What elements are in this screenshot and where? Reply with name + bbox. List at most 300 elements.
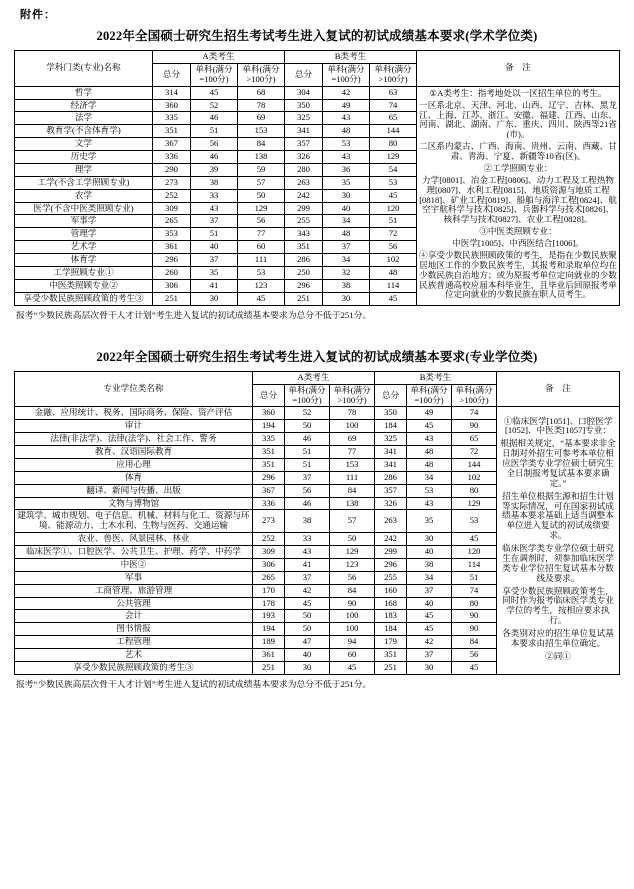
row-subject-name: 建筑学、城市规划、电子信息、机械、材料与化工、资源与环境、能源动力、土木水利、生物与医药、交通运输 [15,510,253,533]
cell-b-s100p: 45 [370,292,417,305]
cell-a-s100p: 84 [330,584,375,597]
cell-a-total: 367 [153,138,191,151]
header-group-a: A类考生 [153,51,285,64]
cell-a-total: 336 [253,497,285,510]
cell-b-s100: 35 [323,176,370,189]
cell-b-s100p: 74 [370,99,417,112]
table-row [15,407,620,420]
row-subject-name: 理学 [15,163,153,176]
cell-a-s100: 50 [285,623,330,636]
section2-title: 2022年全国硕士研究生招生考试考生进入复试的初试成绩基本要求(专业学位类) [96,349,538,364]
cell-a-s100p: 84 [330,484,375,497]
section1-footnote: 报考“少数民族高层次骨干人才计划”考生进入复试的初试成绩基本要求为总分不低于251分。 [16,309,372,320]
row-subject-name: 教育、汉语国际教育 [15,446,253,459]
cell-b-total: 351 [285,241,323,254]
cell-a-total: 193 [253,610,285,623]
cell-a-total: 260 [153,266,191,279]
cell-a-s100: 30 [191,292,238,305]
cell-a-total: 367 [253,484,285,497]
remark-paragraph: 根据相关规定，“基本要求非全日制对外招生可参考本单位相应医学类专业学位硕士研究生全日制报考复试基本要求确定。” [500,438,616,488]
cell-b-s100: 43 [407,433,452,446]
cell-b-total: 325 [375,433,407,446]
cell-a-s100p: 68 [238,86,285,99]
cell-a-s100p: 138 [238,151,285,164]
cell-a-total: 309 [153,202,191,215]
remark-paragraph: 享受少数民族照顾政策考生，同时作为报考临床医学类专业学位的考生，按相应要求执行。 [502,585,614,626]
row-subject-name: 图书情报 [15,623,253,636]
cell-a-s100: 45 [285,597,330,610]
cell-a-total: 296 [153,254,191,267]
cell-b-s100p: 72 [370,228,417,241]
cell-a-s100p: 94 [330,636,375,649]
cell-b-s100p: 53 [452,510,497,533]
cell-a-total: 335 [153,112,191,125]
cell-a-s100: 41 [285,558,330,571]
cell-b-s100: 30 [407,661,452,674]
row-subject-name: 临床医学①、口腔医学、公共卫生、护理、药学、中药学 [15,546,253,559]
cell-b-s100p: 65 [452,433,497,446]
cell-b-s100: 48 [407,458,452,471]
row-subject-name: 审计 [15,420,253,433]
cell-b-s100p: 129 [452,497,497,510]
row-subject-name: 法学 [15,112,153,125]
cell-a-total: 360 [153,99,191,112]
row-subject-name: 哲学 [15,86,153,99]
cell-a-total: 194 [253,420,285,433]
cell-b-total: 341 [375,458,407,471]
cell-b-s100p: 80 [452,597,497,610]
cell-a-s100p: 53 [238,266,285,279]
row-subject-name: 中医② [15,558,253,571]
cell-b-s100p: 63 [370,86,417,99]
header-b-single100: 单科(满分=100分) [323,63,370,86]
cell-b-total: 350 [375,407,407,420]
remark-cell [417,86,620,305]
cell-a-s100: 50 [285,420,330,433]
row-subject-name: 会计 [15,610,253,623]
cell-a-total: 361 [153,241,191,254]
header2-remark: 备 注 [497,371,620,407]
cell-b-total: 341 [285,125,323,138]
cell-a-s100: 52 [191,99,238,112]
cell-a-s100: 30 [285,661,330,674]
row-subject-name: 中医类照顾专业② [15,279,153,292]
cell-a-s100p: 57 [330,510,375,533]
cell-a-s100: 47 [285,636,330,649]
row-subject-name: 军事学 [15,215,153,228]
cell-a-s100: 52 [285,407,330,420]
cell-b-total: 296 [285,279,323,292]
cell-a-s100p: 78 [238,99,285,112]
cell-a-total: 252 [153,189,191,202]
cell-a-s100p: 153 [330,458,375,471]
row-subject-name: 工学照顾专业① [15,266,153,279]
cell-b-total: 242 [285,189,323,202]
remark-paragraph: 一区系北京、天津、河北、山西、辽宁、吉林、黑龙江、上海、江苏、浙江、安徽、福建、江西、山东、河南、湖北、湖南、广东、重庆、四川、陕西等21省(市)。 [419,99,617,140]
cell-b-total: 242 [375,533,407,546]
row-subject-name: 体育学 [15,254,153,267]
header-a-single-over100: 单科(满分>100分) [238,63,285,86]
cell-b-s100: 49 [323,99,370,112]
cell-a-s100p: 56 [238,215,285,228]
cell-b-s100: 45 [407,623,452,636]
row-subject-name: 艺术 [15,649,253,662]
row-subject-name: 工学(不含工学照顾专业) [15,176,153,189]
row-subject-name: 文物与博物馆 [15,497,253,510]
cell-b-total: 299 [375,546,407,559]
cell-b-s100p: 144 [370,125,417,138]
cell-a-s100p: 59 [238,163,285,176]
row-subject-name: 历史学 [15,151,153,164]
cell-b-s100p: 51 [452,571,497,584]
cell-a-s100p: 77 [238,228,285,241]
header2-a-single-over100: 单科(满分>100分) [330,384,375,407]
row-subject-name: 工商管理、旅游管理 [15,584,253,597]
header2-subject: 专业学位类名称 [15,371,253,407]
cell-a-s100p: 153 [238,125,285,138]
row-subject-name: 医学(不含中医类照顾专业) [15,202,153,215]
cell-a-s100p: 111 [238,254,285,267]
cell-a-s100: 46 [191,112,238,125]
cell-b-total: 184 [375,420,407,433]
cell-b-total: 263 [285,176,323,189]
cell-a-s100: 50 [285,610,330,623]
cell-a-total: 351 [253,446,285,459]
cell-b-s100: 34 [323,215,370,228]
cell-a-s100: 35 [191,266,238,279]
header-b-total: 总分 [285,63,323,86]
cell-b-s100: 40 [407,546,452,559]
cell-b-s100: 34 [407,471,452,484]
cell-a-s100p: 56 [330,571,375,584]
cell-a-total: 314 [153,86,191,99]
cell-b-s100p: 48 [370,266,417,279]
cell-b-s100: 37 [407,649,452,662]
cell-a-s100p: 100 [330,420,375,433]
row-subject-name: 享受少数民族照顾政策的考生③ [15,661,253,674]
cell-a-total: 361 [253,649,285,662]
remark-paragraph: 各类别对应的招生单位复试基本要求由招生单位确定。 [502,628,614,648]
cell-b-s100: 43 [323,112,370,125]
cell-b-s100p: 102 [370,254,417,267]
cell-a-s100p: 123 [238,279,285,292]
cell-b-s100p: 80 [452,484,497,497]
cell-b-total: 341 [375,446,407,459]
remark-paragraph: ①临床医学[1051]、口腔医学[1052]、中医类[1057]专业： [503,415,613,436]
remark-paragraph: ②工学照顾专业： [483,162,553,173]
cell-a-s100p: 100 [330,610,375,623]
row-subject-name: 教育学(不含体育学) [15,125,153,138]
cell-a-s100p: 84 [238,138,285,151]
row-subject-name: 管理学 [15,228,153,241]
cell-b-s100p: 53 [370,176,417,189]
row-subject-name: 享受少数民族照顾政策的考生③ [15,292,153,305]
cell-b-s100p: 90 [452,610,497,623]
header-group-b: B类考生 [285,51,417,64]
header-b-single-over100: 单科(满分>100分) [370,63,417,86]
cell-b-total: 299 [285,202,323,215]
cell-a-s100: 40 [285,649,330,662]
cell-a-s100p: 60 [330,649,375,662]
cell-b-s100: 30 [323,189,370,202]
cell-b-s100: 37 [407,584,452,597]
section2-footnote: 报考“少数民族高层次骨干人才计划”考生进入复试的初试成绩基本要求为总分不低于251分。 [16,678,372,689]
cell-a-s100p: 100 [330,623,375,636]
row-subject-name: 法律(非法学)、法律(法学)、社会工作、警务 [15,433,253,446]
cell-a-s100p: 138 [330,497,375,510]
cell-b-s100: 48 [407,446,452,459]
header-remark: 备 注 [417,51,620,87]
cell-b-s100p: 45 [452,661,497,674]
cell-b-s100p: 114 [370,279,417,292]
cell-b-s100: 36 [323,163,370,176]
cell-a-s100p: 123 [330,558,375,571]
cell-b-total: 263 [375,510,407,533]
cell-b-s100: 34 [407,571,452,584]
cell-b-s100: 45 [407,420,452,433]
row-subject-name: 应用心理 [15,458,253,471]
cell-a-s100p: 129 [238,202,285,215]
professional-degree-table [14,371,620,675]
cell-b-s100: 40 [407,597,452,610]
cell-a-total: 296 [253,471,285,484]
header-a-single100: 单科(满分=100分) [191,63,238,86]
cell-a-total: 353 [153,228,191,241]
header2-a-total: 总分 [253,384,285,407]
cell-b-total: 343 [285,228,323,241]
row-subject-name: 金融、应用统计、税务、国际商务、保险、资产评估 [15,407,253,420]
header-a-total: 总分 [153,63,191,86]
cell-b-s100p: 51 [370,215,417,228]
cell-a-total: 194 [253,623,285,636]
cell-a-s100: 43 [191,202,238,215]
header-subject: 学科门类(专业)名称 [15,51,153,87]
cell-b-s100: 48 [323,228,370,241]
cell-b-s100: 40 [323,202,370,215]
cell-b-s100p: 65 [370,112,417,125]
cell-b-s100: 42 [407,636,452,649]
cell-a-s100: 33 [191,189,238,202]
cell-a-total: 251 [153,292,191,305]
cell-a-s100: 51 [191,228,238,241]
cell-b-s100p: 72 [452,446,497,459]
cell-b-total: 251 [285,292,323,305]
cell-b-total: 286 [285,254,323,267]
cell-a-s100p: 50 [330,533,375,546]
cell-b-s100: 32 [323,266,370,279]
cell-b-s100p: 144 [452,458,497,471]
cell-a-total: 351 [253,458,285,471]
row-subject-name: 军事 [15,571,253,584]
cell-a-s100: 41 [191,279,238,292]
remark-paragraph: ②同① [545,650,571,661]
cell-b-s100: 30 [407,533,452,546]
cell-b-s100p: 74 [452,407,497,420]
cell-a-s100: 38 [285,510,330,533]
cell-b-s100p: 54 [370,163,417,176]
document-page [0,6,634,889]
row-subject-name: 公共管理 [15,597,253,610]
cell-a-total: 351 [153,125,191,138]
cell-a-s100: 46 [191,151,238,164]
remark-paragraph: 力学[0801]、冶金工程[0806]、动力工程及工程热物理[0807]、水利工程[0815]、地质资源与地质工程[0818]、矿业工程[0819]、船舶与海洋工程[0824]、航空宇航科学与技术[0825]、兵器科学与技术[0826]、核科学与技术[0827]、农业工程[0828]。 [419,174,617,225]
table-header-row-1 [15,51,620,64]
remark-paragraph: 临床医学类专业学位硕士研究生在调剂时，须参加临床医学类专业学位招生复试基本分数线及要求。 [502,543,614,583]
cell-a-s100: 51 [285,446,330,459]
cell-b-total: 255 [285,215,323,228]
cell-b-total: 251 [375,661,407,674]
cell-b-total: 255 [375,571,407,584]
cell-b-s100p: 45 [370,189,417,202]
cell-b-s100: 30 [323,292,370,305]
cell-a-total: 252 [253,533,285,546]
cell-b-s100p: 114 [452,558,497,571]
cell-a-s100: 33 [285,533,330,546]
cell-b-s100p: 90 [452,420,497,433]
remark-paragraph: 中医学[1005]、中西医结合[1006]。 [452,238,584,249]
cell-a-s100: 42 [285,584,330,597]
cell-b-total: 357 [375,484,407,497]
cell-b-total: 286 [375,471,407,484]
cell-b-s100p: 45 [452,533,497,546]
cell-a-total: 335 [253,433,285,446]
cell-b-s100: 43 [407,497,452,510]
cell-a-total: 178 [253,597,285,610]
cell-b-s100p: 129 [370,151,417,164]
cell-a-s100: 37 [285,471,330,484]
cell-b-total: 250 [285,266,323,279]
cell-b-total: 351 [375,649,407,662]
cell-a-s100: 51 [191,125,238,138]
cell-a-s100: 46 [285,497,330,510]
section1-title: 2022年全国硕士研究生招生考试考生进入复试的初试成绩基本要求(学术学位类) [96,29,538,43]
cell-b-s100: 45 [407,610,452,623]
cell-a-s100: 40 [191,241,238,254]
header2-b-single100: 单科(满分=100分) [407,384,452,407]
cell-b-total: 350 [285,99,323,112]
cell-a-s100: 45 [191,86,238,99]
remark-paragraph: ③中医类照顾专业： [479,226,557,237]
cell-b-s100: 53 [323,138,370,151]
table2-header-row-1 [15,371,620,384]
row-subject-name: 艺术学 [15,241,153,254]
cell-a-s100p: 90 [330,597,375,610]
cell-b-s100p: 90 [452,623,497,636]
cell-a-s100p: 45 [330,661,375,674]
cell-a-total: 170 [253,584,285,597]
header2-b-total: 总分 [375,384,407,407]
cell-b-s100: 53 [407,484,452,497]
cell-a-total: 306 [153,279,191,292]
cell-a-s100p: 77 [330,446,375,459]
cell-b-total: 304 [285,86,323,99]
remark-cell [497,407,620,674]
academic-degree-table [14,50,620,306]
cell-a-s100p: 78 [330,407,375,420]
remark-paragraph: ④享受少数民族照顾政策的考生，是指在少数民族聚居地区工作的少数民族考生，其报考和录取单位均在少数民族自治地方；或为原报考单位定向就业的少数民族普通高校应届本科毕业生，且毕业后回原报考单位定向就业的少数民族在职人员考生。 [419,249,617,300]
row-subject-name: 翻译、新闻与传播、出版 [15,484,253,497]
row-subject-name: 经济学 [15,99,153,112]
cell-a-total: 273 [153,176,191,189]
cell-b-total: 326 [375,497,407,510]
cell-b-total: 184 [375,623,407,636]
cell-a-s100: 43 [285,546,330,559]
cell-a-s100: 37 [191,215,238,228]
cell-b-total: 179 [375,636,407,649]
cell-a-s100: 38 [191,176,238,189]
cell-a-s100p: 57 [238,176,285,189]
cell-b-s100p: 80 [370,138,417,151]
cell-a-s100: 56 [285,484,330,497]
cell-a-total: 265 [253,571,285,584]
cell-a-s100: 56 [191,138,238,151]
cell-b-s100: 38 [407,558,452,571]
cell-a-s100p: 60 [238,241,285,254]
cell-b-total: 280 [285,163,323,176]
cell-a-s100p: 129 [330,546,375,559]
cell-b-total: 296 [375,558,407,571]
cell-b-s100p: 56 [370,241,417,254]
cell-b-total: 183 [375,610,407,623]
cell-a-s100: 37 [191,254,238,267]
cell-a-s100: 46 [285,433,330,446]
cell-a-s100p: 69 [330,433,375,446]
cell-b-s100p: 120 [370,202,417,215]
row-subject-name: 工程管理 [15,636,253,649]
cell-b-total: 168 [375,597,407,610]
header2-group-a: A类考生 [253,371,375,384]
cell-b-s100: 35 [407,510,452,533]
cell-a-total: 336 [153,151,191,164]
cell-b-s100: 38 [323,279,370,292]
remark-paragraph: 招生单位根据生源和招生计划等实际情况，可在国家初试成绩基本要求基础上适当调整本单位进入复试的初试成绩要求。 [502,490,614,541]
cell-b-s100p: 102 [452,471,497,484]
row-subject-name: 体育 [15,471,253,484]
cell-b-s100: 48 [323,125,370,138]
cell-a-total: 265 [153,215,191,228]
cell-b-s100: 37 [323,241,370,254]
cell-a-total: 189 [253,636,285,649]
cell-b-s100: 43 [323,151,370,164]
cell-a-total: 290 [153,163,191,176]
cell-b-s100: 34 [323,254,370,267]
remark-paragraph: 二区系内蒙古、广西、海南、贵州、云南、西藏、甘肃、青海、宁夏、新疆等10省(区)。 [419,141,617,162]
cell-a-total: 360 [253,407,285,420]
row-subject-name: 农业、兽医、风景园林、林业 [15,533,253,546]
cell-a-s100: 51 [285,458,330,471]
cell-a-s100: 39 [191,163,238,176]
row-subject-name: 农学 [15,189,153,202]
cell-b-total: 325 [285,112,323,125]
cell-b-s100: 42 [323,86,370,99]
cell-a-s100p: 50 [238,189,285,202]
cell-b-total: 326 [285,151,323,164]
cell-b-s100p: 56 [452,649,497,662]
header2-a-single100: 单科(满分=100分) [285,384,330,407]
table-row [15,86,620,99]
cell-a-total: 273 [253,510,285,533]
row-subject-name: 文学 [15,138,153,151]
cell-b-total: 160 [375,584,407,597]
cell-a-total: 251 [253,661,285,674]
cell-b-s100p: 74 [452,584,497,597]
cell-a-total: 309 [253,546,285,559]
cell-b-s100: 49 [407,407,452,420]
header2-group-b: B类考生 [375,371,497,384]
cell-a-s100p: 45 [238,292,285,305]
cell-b-s100p: 84 [452,636,497,649]
cell-a-s100: 37 [285,571,330,584]
